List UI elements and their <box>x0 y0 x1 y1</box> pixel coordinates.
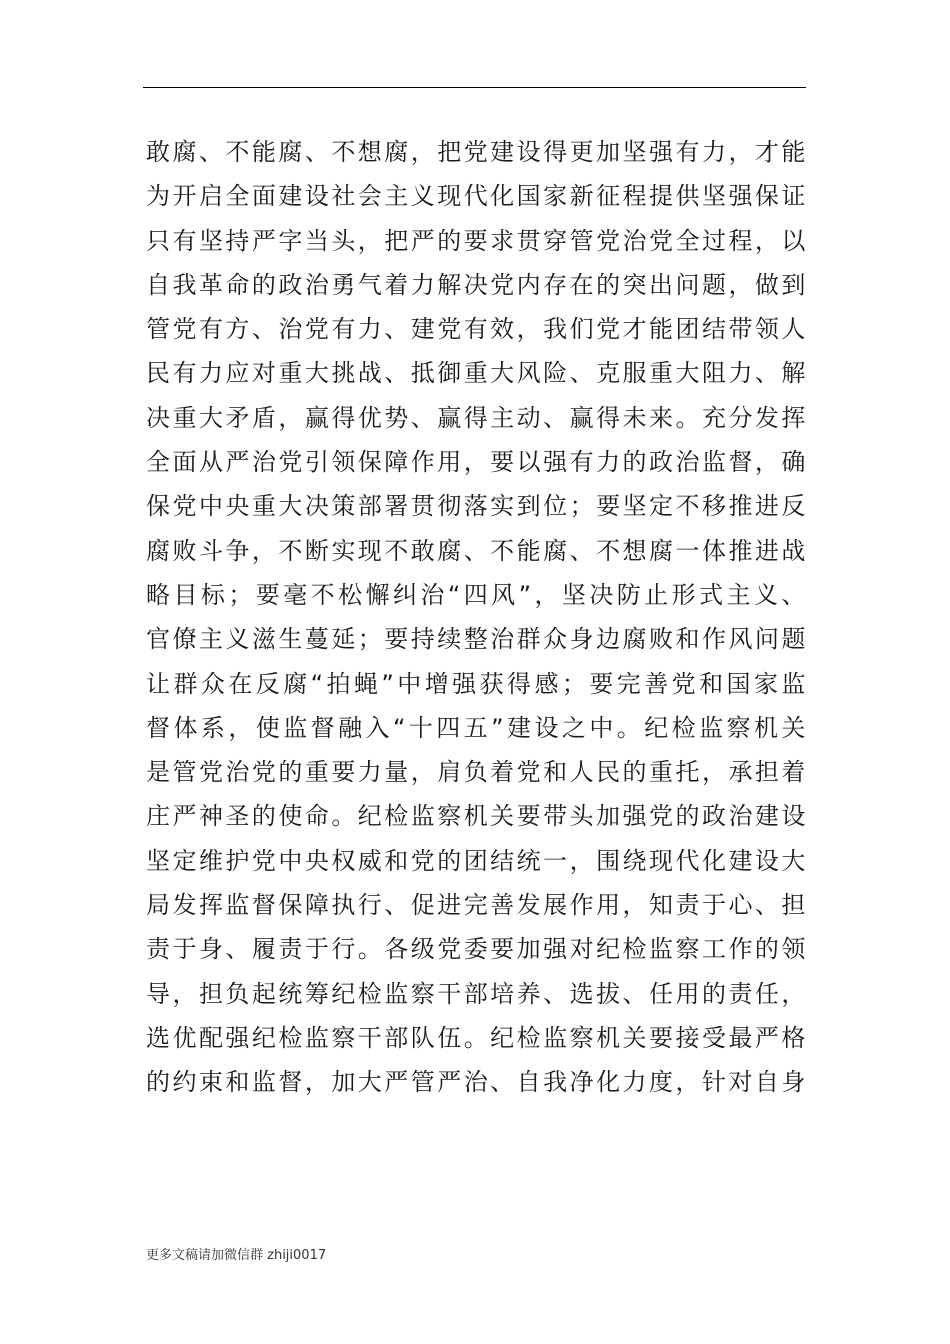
body-text <box>146 130 806 1105</box>
header-rule <box>143 87 806 88</box>
text-line: 官僚主义滋生蔓延；要持续整治群众身边腐败和作风问题 <box>146 625 806 654</box>
text-line: 全面从严治党引领保障作用，要以强有力的政治监督，确 <box>146 448 806 477</box>
text-line: 为开启全面建设社会主义现代化国家新征程提供坚强保证 <box>146 182 806 211</box>
text-line: 导，担负起统筹纪检监察干部培养、选拔、任用的责任， <box>146 979 806 1008</box>
text-line: 略目标；要毫不松懈纠治“四风”，坚决防止形式主义、 <box>146 580 806 609</box>
text-line: 责于身、履责于行。各级党委要加强对纪检监察工作的领 <box>146 935 806 964</box>
text-line: 局发挥监督保障执行、促进完善发展作用，知责于心、担 <box>146 891 806 920</box>
text-line: 督体系，使监督融入“十四五”建设之中。纪检监察机关 <box>146 713 806 742</box>
text-line: 管党有方、治党有力、建党有效，我们党才能团结带领人 <box>146 315 806 344</box>
text-line: 敢腐、不能腐、不想腐，把党建设得更加坚强有力，才能 <box>146 138 806 166</box>
text-line: 是管党治党的重要力量，肩负着党和人民的重托，承担着 <box>146 758 806 787</box>
text-line: 庄严神圣的使命。纪检监察机关要带头加强党的政治建设 <box>146 802 806 831</box>
text-line: 腐败斗争，不断实现不敢腐、不能腐、不想腐一体推进战 <box>146 536 806 565</box>
text-line: 的约束和监督，加大严管严治、自我净化力度，针对自身 <box>146 1068 806 1097</box>
text-line: 民有力应对重大挑战、抵御重大风险、克服重大阻力、解 <box>146 359 806 388</box>
text-line: 自我革命的政治勇气着力解决党内存在的突出问题，做到 <box>146 270 806 299</box>
text-line: 让群众在反腐“拍蝇”中增强获得感；要完善党和国家监 <box>146 669 806 698</box>
text-line: 坚定维护党中央权威和党的团结统一，围绕现代化建设大 <box>146 846 806 875</box>
text-line: 只有坚持严字当头，把严的要求贯穿管党治党全过程，以 <box>146 226 806 255</box>
text-line: 保党中央重大决策部署贯彻落实到位；要坚定不移推进反 <box>146 492 806 521</box>
footer-note: 更多文稿请加微信群 zhiji0017 <box>146 1248 327 1263</box>
text-line: 决重大矛盾，赢得优势、赢得主动、赢得未来。充分发挥 <box>146 403 806 432</box>
text-line: 选优配强纪检监察干部队伍。纪检监察机关要接受最严格 <box>146 1023 806 1052</box>
